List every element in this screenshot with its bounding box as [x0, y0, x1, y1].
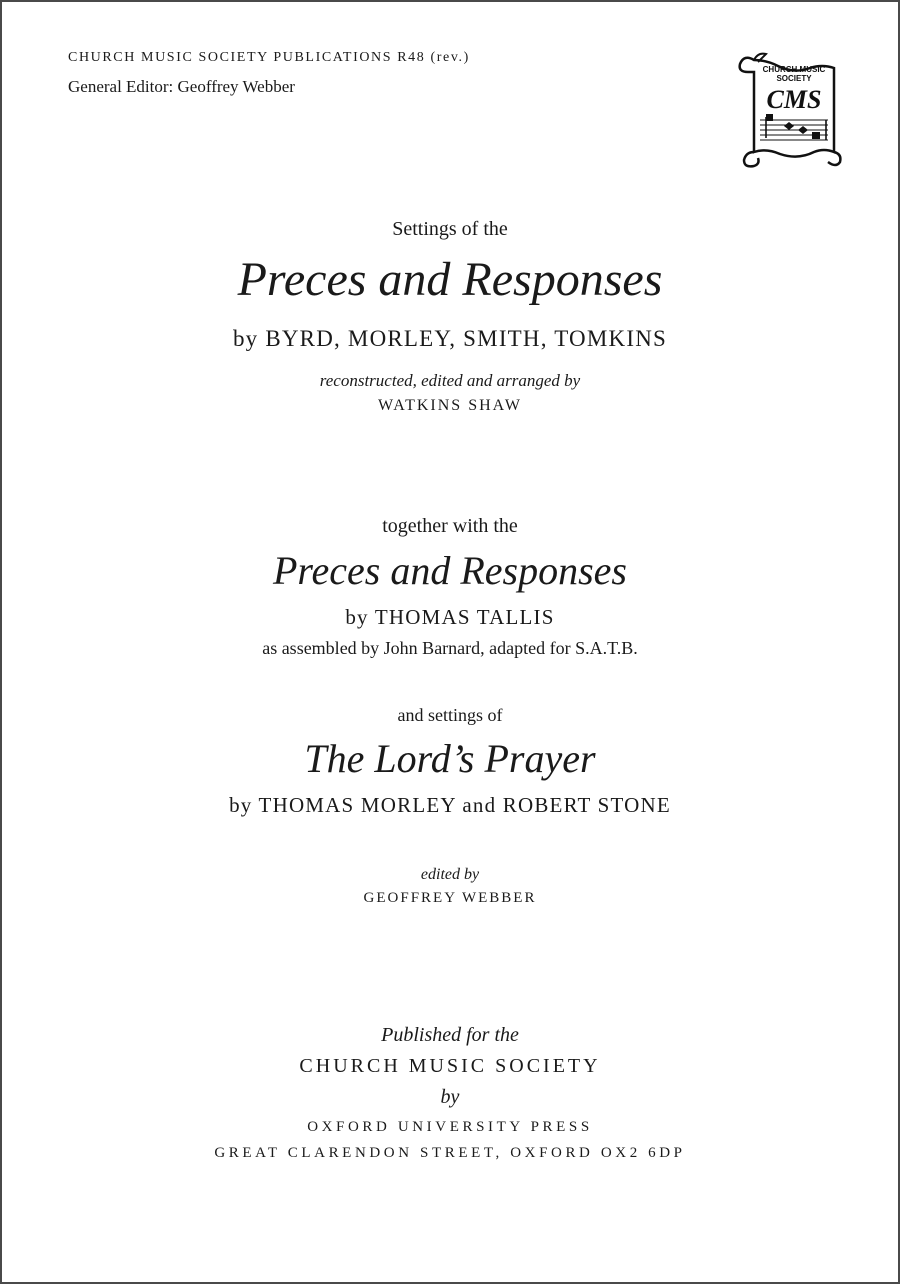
- section2-composer: by THOMAS TALLIS: [345, 605, 555, 629]
- cms-scroll-logo-icon: [736, 48, 844, 172]
- general-editor-line: General Editor: Geoffrey Webber: [68, 77, 295, 96]
- section3-intro: and settings of: [397, 705, 503, 725]
- publisher-line1: Published for the: [381, 1024, 519, 1046]
- section3-composers: by THOMAS MORLEY and ROBERT STONE: [229, 793, 671, 817]
- section2-title: Preces and Responses: [273, 548, 627, 593]
- section2-note: as assembled by John Barnard, adapted for S.A.T.B.: [262, 638, 638, 658]
- editing-credit: edited by: [420, 866, 480, 883]
- publisher-address: GREAT CLARENDON STREET, OXFORD OX2 6DP: [214, 1145, 686, 1161]
- section1-credit: reconstructed, edited and arranged by: [319, 371, 581, 390]
- series-line: CHURCH MUSIC SOCIETY PUBLICATIONS R48 (rev.): [68, 50, 470, 65]
- section1-arranger: WATKINS SHAW: [377, 397, 523, 414]
- section1-title: Preces and Responses: [237, 253, 663, 306]
- section1-intro: Settings of the: [392, 218, 508, 240]
- section3-title: The Lord’s Prayer: [304, 736, 596, 781]
- editing-editor: GEOFFREY WEBBER: [363, 890, 537, 906]
- logo-text-line2: SOCIETY: [776, 74, 812, 83]
- publisher-society: CHURCH MUSIC SOCIETY: [299, 1055, 601, 1077]
- publisher-by: by: [440, 1086, 460, 1108]
- section2-intro: together with the: [382, 515, 518, 537]
- logo-monogram: CMS: [766, 85, 822, 114]
- section1-composers: by BYRD, MORLEY, SMITH, TOMKINS: [232, 326, 667, 351]
- logo-text-line1: CHURCH MUSIC: [762, 65, 826, 74]
- publisher-press: OXFORD UNIVERSITY PRESS: [307, 1119, 593, 1135]
